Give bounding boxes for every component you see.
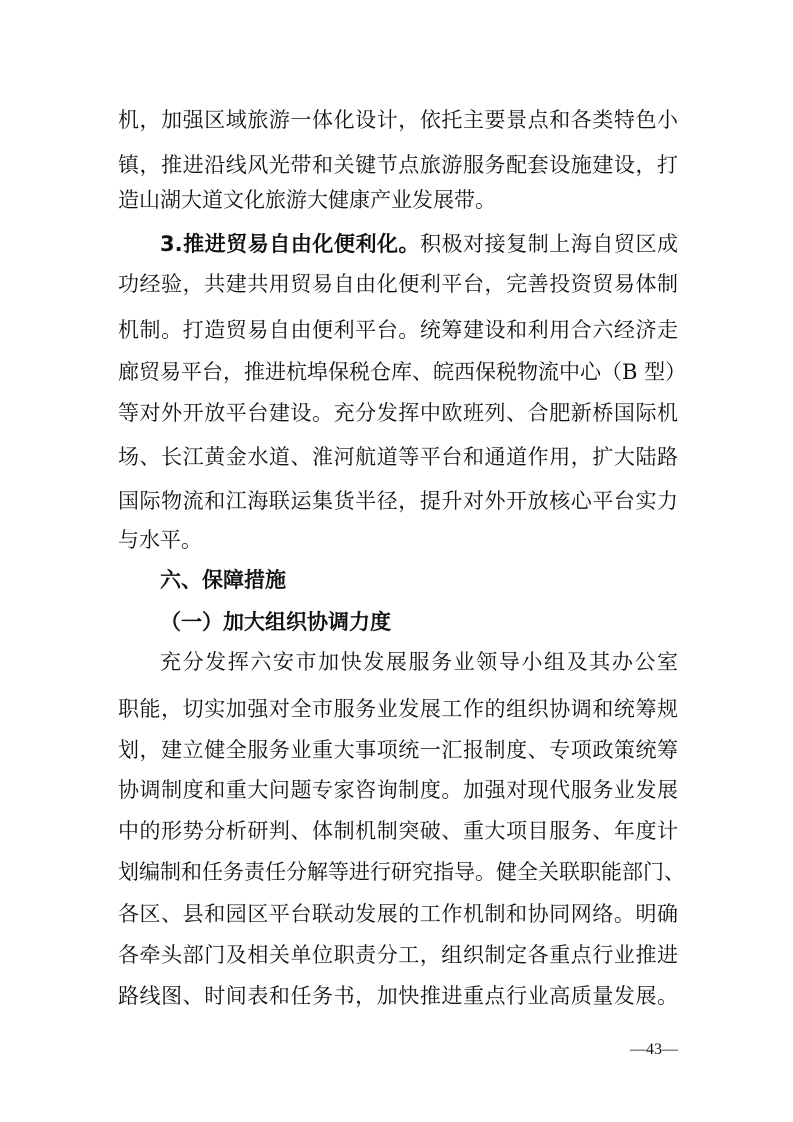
paragraph-line: 各牵头部门及相关单位职责分工，组织制定各重点行业推进 [118,943,678,967]
paragraph-line: 功经验，共建共用贸易自由化便利平台，完善投资贸易体制 [118,272,678,296]
section-heading: 六、保障措施 [160,568,286,592]
paragraph-line: 充分发挥六安市加快发展服务业领导小组及其办公室 [160,650,678,674]
paragraph-line: 廊贸易平台，推进杭埠保税仓库、皖西保税物流中心（B 型） [118,360,687,384]
paragraph-lead: 3.推进贸易自由化便利化。 [160,232,421,256]
subsection-heading: （一）加大组织协调力度 [160,610,391,634]
paragraph-line: 与水平。 [118,528,202,552]
paragraph-line: 国际物流和江海联运集货半径，提升对外开放核心平台实力 [118,489,678,513]
paragraph-line: 机，加强区域旅游一体化设计，依托主要景点和各类特色小 [118,108,678,132]
paragraph-lead-line [160,224,678,264]
paragraph-line: 划编制和任务责任分解等进行研究指导。健全关联职能部门、 [118,860,685,884]
paragraph-line: 中的形势分析研判、体制机制突破、重大项目服务、年度计 [118,819,678,843]
paragraph-line: 划，建立健全服务业重大事项统一汇报制度、专项政策统筹 [118,738,678,762]
paragraph-line: 镇，推进沿线风光带和关键节点旅游服务配套设施建设，打 [118,153,678,177]
paragraph-line: 等对外开放平台建设。充分发挥中欧班列、合肥新桥国际机 [118,401,678,425]
paragraph-line: 协调制度和重大问题专家咨询制度。加强对现代服务业发展 [118,778,678,802]
paragraph-line: 机制。打造贸易自由便利平台。统筹建设和利用合六经济走 [118,318,678,342]
paragraph-line: 造山湖大道文化旅游大健康产业发展带。 [118,188,496,212]
paragraph-line: 各区、县和园区平台联动发展的工作机制和协同网络。明确 [118,902,678,926]
paragraph-line: 路线图、时间表和任务书，加快推进重点行业高质量发展。 [118,984,678,1008]
paragraph-line: 职能，切实加强对全市服务业发展工作的组织协调和统筹规 [118,697,678,721]
paragraph-lead-rest: 积极对接复制上海自贸区成 [420,232,678,256]
paragraph-line: 场、长江黄金水道、淮河航道等平台和通道作用，扩大陆路 [118,445,678,469]
page-number: —43— [630,1041,678,1058]
